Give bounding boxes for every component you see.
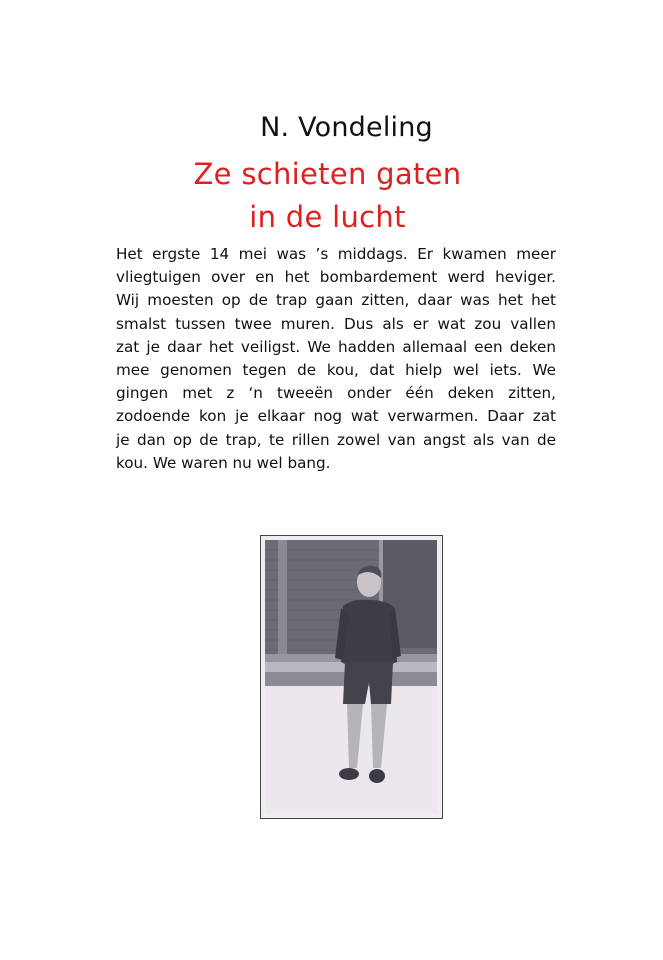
photo-image: [261, 536, 441, 817]
author-name: N. Vondeling: [260, 112, 433, 143]
body-line: Het ergste 14 mei was ’s middags. Er kwamen meer: [116, 245, 556, 263]
body-line: smalst tussen twee muren. Dus als er wat zou vallen: [116, 314, 556, 333]
body-line: kou. We waren nu wel bang.: [116, 453, 331, 472]
body-line: je dan op de trap, te rillen zowel van angst als van de: [116, 430, 556, 449]
body-line: gingen met z ‘n tweeën onder één deken zitten,: [116, 384, 556, 403]
boy-photo: [260, 535, 443, 819]
body-line: vliegtuigen over en het bombardement werd heviger.: [116, 268, 556, 287]
story-body: [116, 243, 556, 475]
body-line: zodoende kon je elkaar nog wat verwarmen. Daar zat: [116, 407, 556, 426]
story-title-line-2: in de lucht: [249, 200, 406, 234]
body-line: Wij moesten op de trap gaan zitten, daar was het het: [116, 291, 556, 310]
body-line: zat je daar het veiligst. We hadden allemaal een deken: [116, 337, 556, 356]
body-line: mee genomen tegen de kou, dat hielp wel iets. We: [116, 360, 556, 379]
story-title-line-1: Ze schieten gaten: [193, 157, 462, 191]
